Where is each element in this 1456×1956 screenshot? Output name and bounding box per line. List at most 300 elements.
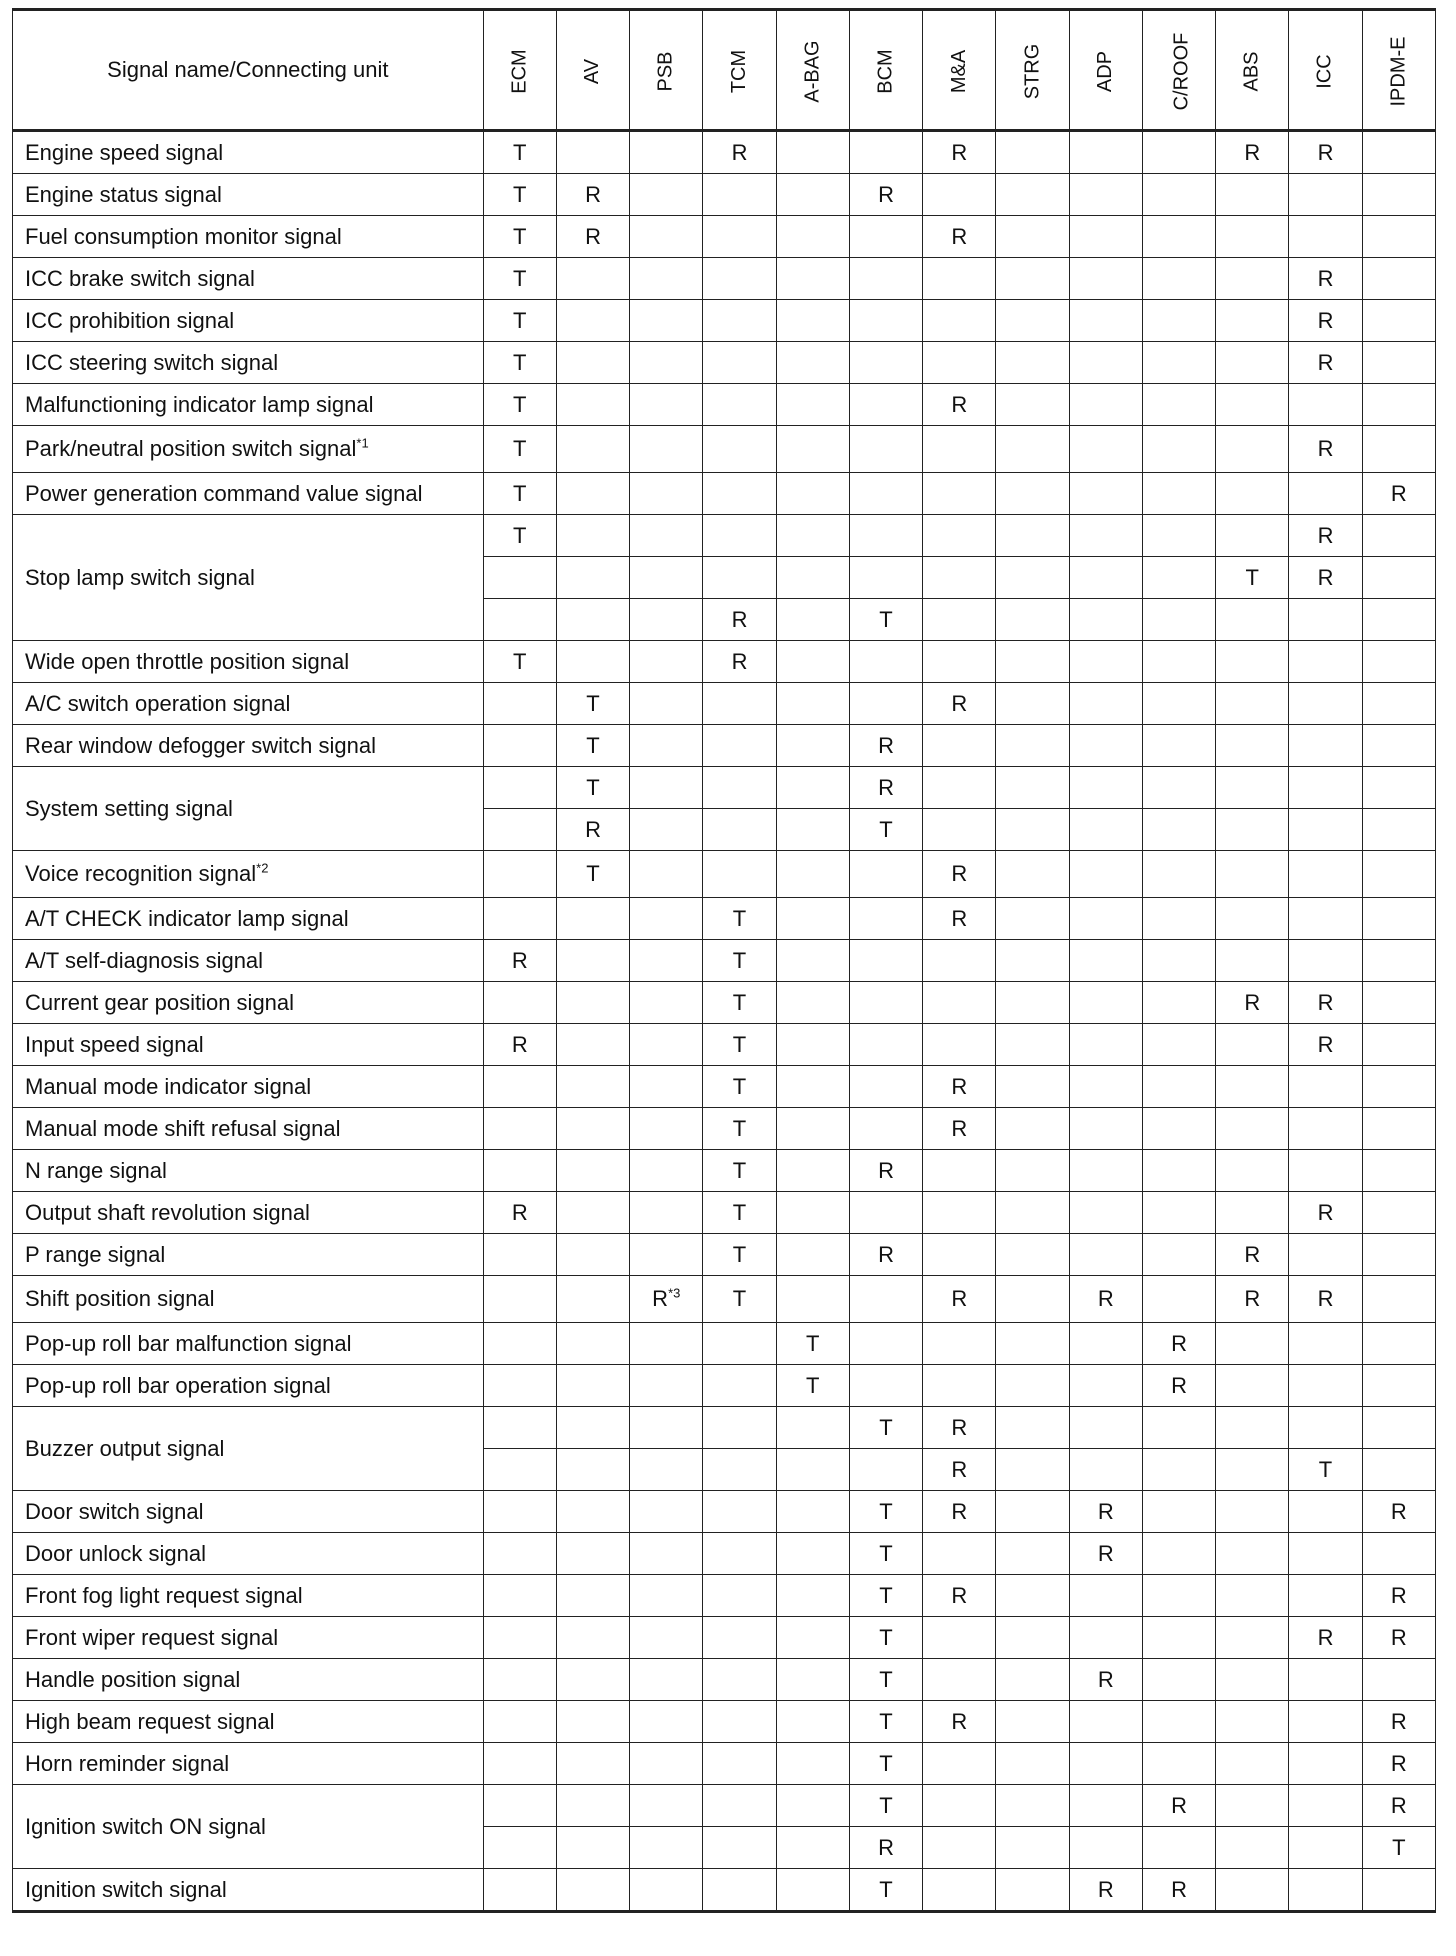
signal-cell bbox=[923, 1150, 996, 1192]
signal-cell bbox=[923, 342, 996, 384]
signal-name: ICC brake switch signal bbox=[25, 265, 255, 291]
signal-name-cell bbox=[13, 258, 484, 300]
signal-cell bbox=[630, 1617, 703, 1659]
table-row bbox=[13, 473, 1436, 515]
signal-cell bbox=[1142, 384, 1215, 426]
signal-cell: R bbox=[1142, 1323, 1215, 1365]
signal-cell bbox=[630, 557, 703, 599]
signal-cell bbox=[630, 1066, 703, 1108]
signal-cell bbox=[703, 557, 776, 599]
signal-cell bbox=[996, 1701, 1069, 1743]
signal-cell bbox=[776, 426, 849, 473]
signal-cell bbox=[483, 725, 556, 767]
signal-cell bbox=[1069, 216, 1142, 258]
signal-cell bbox=[630, 599, 703, 641]
signal-cell bbox=[1069, 683, 1142, 725]
unit-header bbox=[483, 10, 556, 131]
signal-cell bbox=[556, 1449, 629, 1491]
signal-cell bbox=[1142, 982, 1215, 1024]
signal-cell bbox=[1142, 1617, 1215, 1659]
signal-cell bbox=[776, 1617, 849, 1659]
signal-cell bbox=[776, 982, 849, 1024]
signal-name-cell bbox=[13, 1659, 484, 1701]
signal-cell bbox=[1362, 515, 1435, 557]
signal-name-cell bbox=[13, 1785, 484, 1869]
signal-name-cell bbox=[13, 1323, 484, 1365]
signal-role: R bbox=[652, 1286, 669, 1311]
signal-cell bbox=[996, 1533, 1069, 1575]
signal-name: A/T self-diagnosis signal bbox=[25, 947, 264, 973]
signal-cell bbox=[1216, 515, 1289, 557]
signal-cell bbox=[996, 1066, 1069, 1108]
signal-name-cell bbox=[13, 940, 484, 982]
signal-cell bbox=[1069, 557, 1142, 599]
signal-cell bbox=[996, 1108, 1069, 1150]
signal-cell bbox=[1142, 258, 1215, 300]
signal-cell bbox=[1069, 1108, 1142, 1150]
signal-cell: R bbox=[923, 384, 996, 426]
signal-cell bbox=[996, 940, 1069, 982]
signal-cell: T bbox=[703, 1192, 776, 1234]
signal-cell: R bbox=[1362, 1701, 1435, 1743]
table-row bbox=[13, 1066, 1436, 1108]
signal-cell bbox=[923, 557, 996, 599]
signal-cell bbox=[1362, 1192, 1435, 1234]
signal-name: Shift position signal bbox=[25, 1286, 215, 1311]
signal-cell bbox=[483, 1617, 556, 1659]
signal-name: Front fog light request signal bbox=[25, 1582, 303, 1608]
signal-name-cell bbox=[13, 725, 484, 767]
signal-cell bbox=[1362, 982, 1435, 1024]
signal-cell bbox=[1142, 174, 1215, 216]
signal-name: Engine status signal bbox=[25, 181, 222, 207]
unit-header bbox=[1069, 10, 1142, 131]
table-row bbox=[13, 767, 1436, 809]
signal-cell: T bbox=[849, 1617, 922, 1659]
signal-cell: R bbox=[923, 1701, 996, 1743]
signal-cell bbox=[1289, 1108, 1362, 1150]
signal-name: Rear window defogger switch signal bbox=[25, 732, 376, 758]
table-row bbox=[13, 1617, 1436, 1659]
signal-cell bbox=[630, 898, 703, 940]
signal-cell bbox=[556, 1323, 629, 1365]
signal-cell bbox=[703, 1323, 776, 1365]
signal-cell bbox=[776, 683, 849, 725]
signal-cell bbox=[703, 216, 776, 258]
signal-cell bbox=[996, 473, 1069, 515]
signal-cell bbox=[776, 131, 849, 174]
signal-cell bbox=[483, 1449, 556, 1491]
signal-cell: T bbox=[703, 1276, 776, 1323]
signal-name: Buzzer output signal bbox=[25, 1435, 225, 1461]
signal-cell: T bbox=[849, 1491, 922, 1533]
signal-cell bbox=[703, 1617, 776, 1659]
signal-cell bbox=[703, 1743, 776, 1785]
signal-cell bbox=[630, 1533, 703, 1575]
signal-cell bbox=[1216, 1491, 1289, 1533]
unit-header-label: ECM bbox=[508, 49, 531, 94]
signal-cell bbox=[849, 982, 922, 1024]
table-row bbox=[13, 1785, 1436, 1827]
unit-header-label: ADP bbox=[1094, 50, 1117, 93]
signal-cell bbox=[1069, 1066, 1142, 1108]
signal-cell bbox=[1142, 342, 1215, 384]
signal-cell bbox=[776, 1108, 849, 1150]
signal-cell bbox=[1142, 1575, 1215, 1617]
signal-cell bbox=[776, 258, 849, 300]
signal-cell: R bbox=[923, 898, 996, 940]
signal-cell: T bbox=[483, 300, 556, 342]
signal-cell bbox=[630, 515, 703, 557]
signal-cell bbox=[923, 1827, 996, 1869]
signal-cell bbox=[1216, 1827, 1289, 1869]
signal-cell: T bbox=[483, 384, 556, 426]
signal-cell bbox=[1289, 1066, 1362, 1108]
signal-cell bbox=[556, 940, 629, 982]
table-row bbox=[13, 982, 1436, 1024]
signal-cell bbox=[483, 1323, 556, 1365]
signal-cell bbox=[849, 1323, 922, 1365]
signal-name-cell bbox=[13, 300, 484, 342]
signal-cell: T bbox=[703, 1108, 776, 1150]
signal-cell bbox=[1142, 641, 1215, 683]
signal-cell bbox=[703, 515, 776, 557]
signal-cell bbox=[996, 342, 1069, 384]
signal-cell bbox=[483, 1407, 556, 1449]
signal-cell bbox=[1069, 1024, 1142, 1066]
signal-cell bbox=[483, 557, 556, 599]
signal-cell bbox=[996, 258, 1069, 300]
signal-cell bbox=[996, 1365, 1069, 1407]
signal-name-cell bbox=[13, 683, 484, 725]
signal-cell bbox=[630, 940, 703, 982]
signal-cell: T bbox=[483, 131, 556, 174]
signal-cell bbox=[1289, 473, 1362, 515]
signal-cell bbox=[923, 982, 996, 1024]
signal-cell bbox=[1289, 641, 1362, 683]
signal-name-cell bbox=[13, 641, 484, 683]
signal-name: Pop-up roll bar operation signal bbox=[25, 1372, 331, 1398]
signal-cell: R bbox=[556, 809, 629, 851]
signal-cell bbox=[556, 300, 629, 342]
footnote-marker: *2 bbox=[256, 860, 269, 876]
signal-cell bbox=[996, 1743, 1069, 1785]
signal-cell bbox=[923, 473, 996, 515]
signal-cell bbox=[1142, 216, 1215, 258]
signal-cell bbox=[849, 1108, 922, 1150]
signal-name-cell bbox=[13, 1024, 484, 1066]
signal-cell bbox=[776, 1066, 849, 1108]
signal-cell bbox=[1142, 1108, 1215, 1150]
signal-cell bbox=[1142, 851, 1215, 898]
signal-cell bbox=[1289, 767, 1362, 809]
signal-cell bbox=[1069, 1365, 1142, 1407]
signal-cell bbox=[1362, 1533, 1435, 1575]
table-row bbox=[13, 342, 1436, 384]
signal-cell bbox=[483, 1365, 556, 1407]
signal-cell bbox=[703, 342, 776, 384]
signal-cell bbox=[996, 725, 1069, 767]
signal-cell bbox=[1362, 384, 1435, 426]
signal-cell bbox=[556, 1701, 629, 1743]
signal-cell bbox=[1216, 851, 1289, 898]
signal-cell bbox=[556, 1659, 629, 1701]
signal-cell bbox=[1289, 384, 1362, 426]
signal-cell bbox=[1069, 1617, 1142, 1659]
signal-cell bbox=[1362, 1407, 1435, 1449]
signal-cell: R bbox=[556, 216, 629, 258]
signal-cell: T bbox=[703, 1150, 776, 1192]
signal-cell bbox=[1069, 767, 1142, 809]
signal-cell bbox=[1069, 1192, 1142, 1234]
signal-cell bbox=[996, 1407, 1069, 1449]
signal-cell: R bbox=[703, 599, 776, 641]
signal-cell bbox=[703, 725, 776, 767]
signal-cell bbox=[996, 1234, 1069, 1276]
signal-name: Door switch signal bbox=[25, 1498, 204, 1524]
signal-name-cell bbox=[13, 473, 484, 515]
signal-cell bbox=[1289, 725, 1362, 767]
signal-name-cell bbox=[13, 1365, 484, 1407]
signal-cell bbox=[703, 258, 776, 300]
signal-cell bbox=[556, 515, 629, 557]
signal-cell bbox=[923, 767, 996, 809]
signal-cell bbox=[1216, 174, 1289, 216]
signal-name: Front wiper request signal bbox=[25, 1624, 279, 1650]
signal-cell: R bbox=[1069, 1491, 1142, 1533]
signal-cell bbox=[630, 1192, 703, 1234]
signal-cell bbox=[1289, 1234, 1362, 1276]
signal-cell bbox=[849, 216, 922, 258]
signal-cell bbox=[1069, 1785, 1142, 1827]
signal-cell bbox=[1216, 1617, 1289, 1659]
signal-name-cell bbox=[13, 1234, 484, 1276]
signal-cell bbox=[556, 1066, 629, 1108]
signal-cell bbox=[1069, 1449, 1142, 1491]
signal-cell bbox=[1069, 725, 1142, 767]
signal-cell bbox=[1142, 515, 1215, 557]
signal-cell: R bbox=[923, 131, 996, 174]
signal-cell bbox=[923, 515, 996, 557]
signal-cell: R bbox=[1216, 982, 1289, 1024]
signal-cell bbox=[1069, 1743, 1142, 1785]
signal-cell: T bbox=[483, 515, 556, 557]
signal-cell bbox=[1289, 1533, 1362, 1575]
signal-cell: R bbox=[556, 174, 629, 216]
signal-name-cell bbox=[13, 1743, 484, 1785]
signal-cell bbox=[703, 1659, 776, 1701]
signal-cell: R bbox=[1362, 1575, 1435, 1617]
signal-cell bbox=[996, 174, 1069, 216]
signal-name-cell bbox=[13, 131, 484, 174]
signal-cell bbox=[923, 1192, 996, 1234]
signal-cell bbox=[923, 1323, 996, 1365]
signal-cell bbox=[1216, 683, 1289, 725]
signal-cell bbox=[703, 1407, 776, 1449]
signal-cell bbox=[1142, 557, 1215, 599]
signal-cell bbox=[1216, 1407, 1289, 1449]
unit-header bbox=[703, 10, 776, 131]
signal-name: Engine speed signal bbox=[25, 139, 224, 165]
signal-cell bbox=[1216, 1192, 1289, 1234]
signal-name-cell bbox=[13, 1617, 484, 1659]
signal-cell: R bbox=[1216, 1276, 1289, 1323]
signal-cell bbox=[1142, 1491, 1215, 1533]
signal-cell bbox=[703, 683, 776, 725]
table-row bbox=[13, 641, 1436, 683]
signal-cell bbox=[1362, 1365, 1435, 1407]
signal-cell bbox=[1216, 1575, 1289, 1617]
signal-cell: T bbox=[556, 851, 629, 898]
signal-cell bbox=[1216, 641, 1289, 683]
signal-name: ICC prohibition signal bbox=[25, 307, 235, 333]
signal-cell: R bbox=[1289, 1192, 1362, 1234]
signal-cell bbox=[776, 1701, 849, 1743]
signal-cell bbox=[776, 725, 849, 767]
signal-cell bbox=[556, 1491, 629, 1533]
signal-cell bbox=[1216, 1024, 1289, 1066]
signal-cell bbox=[776, 174, 849, 216]
signal-cell bbox=[630, 1743, 703, 1785]
signal-name: Fuel consumption monitor signal bbox=[25, 223, 342, 249]
unit-header bbox=[1142, 10, 1215, 131]
signal-cell bbox=[776, 1234, 849, 1276]
signal-cell bbox=[923, 1234, 996, 1276]
signal-cell bbox=[849, 557, 922, 599]
signal-cell bbox=[776, 851, 849, 898]
signal-cell bbox=[1069, 982, 1142, 1024]
signal-cell bbox=[849, 515, 922, 557]
signal-cell bbox=[630, 131, 703, 174]
unit-header bbox=[556, 10, 629, 131]
unit-header-label: AV bbox=[581, 58, 604, 85]
signal-cell bbox=[1142, 131, 1215, 174]
signal-name: A/T CHECK indicator lamp signal bbox=[25, 905, 349, 931]
signal-cell bbox=[923, 300, 996, 342]
signal-cell bbox=[1362, 599, 1435, 641]
signal-cell bbox=[776, 1533, 849, 1575]
signal-cell bbox=[1216, 1533, 1289, 1575]
table-body bbox=[13, 131, 1436, 1912]
signal-cell bbox=[483, 1785, 556, 1827]
signal-cell: R bbox=[1289, 426, 1362, 473]
unit-header-label: IPDM-E bbox=[1387, 36, 1410, 107]
signal-cell bbox=[776, 1743, 849, 1785]
signal-cell bbox=[556, 258, 629, 300]
table-row bbox=[13, 898, 1436, 940]
signal-cell bbox=[1142, 898, 1215, 940]
signal-cell bbox=[776, 1024, 849, 1066]
signal-cell: R bbox=[1069, 1276, 1142, 1323]
signal-cell bbox=[1069, 1323, 1142, 1365]
table-row bbox=[13, 683, 1436, 725]
signal-name-cell bbox=[13, 1192, 484, 1234]
signal-cell bbox=[849, 1024, 922, 1066]
signal-cell: R bbox=[1289, 557, 1362, 599]
signal-cell bbox=[1362, 1150, 1435, 1192]
signal-cell bbox=[703, 473, 776, 515]
signal-name-cell bbox=[13, 1533, 484, 1575]
signal-cell bbox=[1069, 384, 1142, 426]
unit-header bbox=[1216, 10, 1289, 131]
signal-cell bbox=[703, 1449, 776, 1491]
signal-cell: R bbox=[1362, 1743, 1435, 1785]
signal-cell bbox=[1362, 131, 1435, 174]
signal-cell bbox=[1362, 1659, 1435, 1701]
signal-cell bbox=[849, 258, 922, 300]
signal-cell bbox=[483, 1108, 556, 1150]
signal-cell bbox=[1362, 216, 1435, 258]
signal-cell bbox=[1362, 426, 1435, 473]
signal-cell bbox=[776, 898, 849, 940]
signal-cell bbox=[1216, 940, 1289, 982]
signal-cell bbox=[630, 1150, 703, 1192]
signal-cell bbox=[483, 767, 556, 809]
table-row bbox=[13, 131, 1436, 174]
signal-cell: R bbox=[1289, 131, 1362, 174]
signal-cell bbox=[996, 515, 1069, 557]
unit-header bbox=[630, 10, 703, 131]
signal-cell bbox=[1142, 725, 1215, 767]
signal-cell bbox=[1289, 1869, 1362, 1912]
signal-cell bbox=[556, 599, 629, 641]
signal-cell bbox=[1069, 473, 1142, 515]
table-row bbox=[13, 725, 1436, 767]
signal-cell: R bbox=[1289, 1024, 1362, 1066]
signal-cell bbox=[1069, 898, 1142, 940]
signal-cell bbox=[1362, 725, 1435, 767]
signal-cell bbox=[1142, 1449, 1215, 1491]
unit-header bbox=[1362, 10, 1435, 131]
signal-cell bbox=[996, 1449, 1069, 1491]
unit-header-label: PSB bbox=[654, 51, 677, 92]
signal-cell bbox=[996, 426, 1069, 473]
signal-cell bbox=[1069, 641, 1142, 683]
signal-name-cell bbox=[13, 426, 484, 473]
signal-cell bbox=[1069, 809, 1142, 851]
table-row bbox=[13, 515, 1436, 557]
signal-cell bbox=[776, 216, 849, 258]
signal-cell bbox=[483, 851, 556, 898]
signal-cell bbox=[776, 641, 849, 683]
signal-cell bbox=[483, 599, 556, 641]
signal-cell bbox=[1216, 216, 1289, 258]
signal-cell bbox=[1142, 1827, 1215, 1869]
signal-cell bbox=[630, 1449, 703, 1491]
signal-cell bbox=[923, 1024, 996, 1066]
signal-cell bbox=[1289, 1365, 1362, 1407]
signal-cell bbox=[776, 1150, 849, 1192]
signal-cell: R bbox=[1069, 1869, 1142, 1912]
unit-header-label: C/ROOF bbox=[1170, 32, 1193, 111]
signal-cell bbox=[556, 1108, 629, 1150]
signal-cell bbox=[556, 1743, 629, 1785]
signal-cell bbox=[703, 1491, 776, 1533]
signal-cell: R bbox=[849, 1150, 922, 1192]
signal-cell: T bbox=[1216, 557, 1289, 599]
signal-cell: R bbox=[923, 1276, 996, 1323]
signal-cell bbox=[996, 557, 1069, 599]
signal-cell bbox=[556, 1575, 629, 1617]
signal-name: Wide open throttle position signal bbox=[25, 648, 350, 674]
signal-cell bbox=[1216, 725, 1289, 767]
signal-cell bbox=[923, 258, 996, 300]
signal-cell bbox=[556, 898, 629, 940]
signal-cell bbox=[1216, 1659, 1289, 1701]
signal-cell bbox=[1362, 767, 1435, 809]
signal-cell: T bbox=[483, 216, 556, 258]
signal-cell bbox=[630, 384, 703, 426]
